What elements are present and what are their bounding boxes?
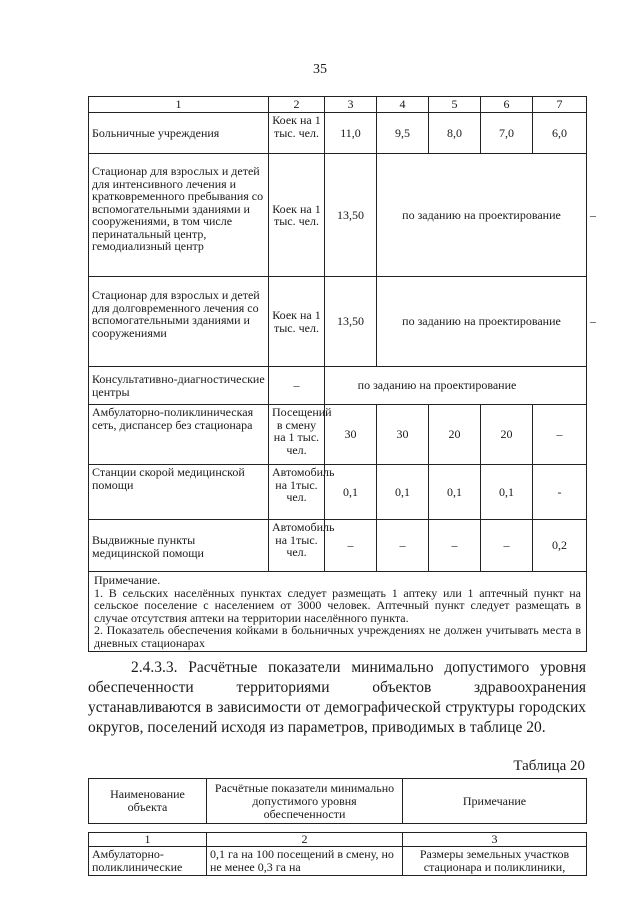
row-name: Стационар для взрослых и детей для интенсивного лечения и кратковременного пребывания со вспомогательными зданиями и сооружениями, в том числе перинатальный центр, гемодиализный центр bbox=[89, 154, 269, 277]
table-row bbox=[89, 367, 587, 405]
cell-value: Размеры земельных участков стационара и поликлиники, bbox=[403, 847, 587, 876]
row-unit: Коек на 1 тыс. чел. bbox=[269, 277, 325, 367]
table-row bbox=[89, 113, 587, 154]
row-name: Больничные учреждения bbox=[89, 113, 269, 154]
cell-value: 0,1 bbox=[429, 465, 481, 520]
cell-value: - bbox=[533, 465, 587, 520]
cell-value: 13,50 bbox=[325, 277, 377, 367]
cell-value: 8,0 bbox=[429, 113, 481, 154]
col-header: Наименование объекта bbox=[89, 779, 207, 824]
row-unit: Автомобиль на 1тыс. чел. bbox=[269, 520, 325, 572]
col-header: 6 bbox=[481, 97, 533, 113]
col-header: 3 bbox=[325, 97, 377, 113]
row-name: Амбулаторно-поликлиническая сеть, диспансер без стационара bbox=[89, 405, 269, 465]
cell-value: 6,0 bbox=[533, 113, 587, 154]
merged-cell: по заданию на проектирование bbox=[377, 277, 587, 367]
row-name: Станции скорой медицинской помощи bbox=[89, 465, 269, 520]
cell-value: 0,1 bbox=[481, 465, 533, 520]
row-name: Амбулаторно-поликлинические bbox=[89, 847, 207, 876]
cell-value: – bbox=[533, 405, 587, 465]
cell-value: – bbox=[325, 520, 377, 572]
table-row bbox=[89, 847, 587, 876]
cell-value: 20 bbox=[429, 405, 481, 465]
col-header: 1 bbox=[89, 97, 269, 113]
row-unit: Посещений в смену на 1 тыс. чел. bbox=[269, 405, 325, 465]
table-note bbox=[89, 572, 587, 652]
col-header: 5 bbox=[429, 97, 481, 113]
table-caption: Таблица 20 bbox=[513, 758, 585, 774]
col-header: Расчётные показатели минимально допустимого уровня обеспеченности bbox=[207, 779, 403, 824]
cell-value: – bbox=[481, 520, 533, 572]
cell-value: 0,2 bbox=[533, 520, 587, 572]
cell-value: 11,0 bbox=[325, 113, 377, 154]
table-20-header bbox=[88, 778, 587, 824]
col-number: 1 bbox=[89, 833, 207, 847]
table-note-row bbox=[89, 572, 587, 652]
table-number-row bbox=[89, 833, 587, 847]
table-19 bbox=[88, 96, 596, 652]
table-row bbox=[89, 405, 587, 465]
col-number: 2 bbox=[207, 833, 403, 847]
col-header: 7 bbox=[533, 97, 587, 113]
cell-value: 0,1 bbox=[377, 465, 429, 520]
page-number: 35 bbox=[313, 62, 327, 77]
row-name: Выдвижные пункты медицинской помощи bbox=[89, 520, 269, 572]
note-item: 2. Показатель обеспечения койками в больничных учреждениях не должен учитывать места в дневных стационарах bbox=[94, 623, 581, 650]
cell-value: – bbox=[429, 520, 481, 572]
col-header: 4 bbox=[377, 97, 429, 113]
table-header-row bbox=[89, 779, 587, 824]
row-unit: Автомобиль на 1тыс. чел. bbox=[269, 465, 325, 520]
merged-cell: по заданию на проектирование bbox=[377, 154, 587, 277]
table-row bbox=[89, 465, 587, 520]
row-unit: Коек на 1 тыс. чел. bbox=[269, 154, 325, 277]
cell-value: 0,1 га на 100 посещений в смену, но не менее 0,3 га на bbox=[207, 847, 403, 876]
col-number: 3 bbox=[403, 833, 587, 847]
table-header-row bbox=[89, 97, 587, 113]
row-name: Стационар для взрослых и детей для долговременного лечения со вспомогательными зданиями и сооружениями bbox=[89, 277, 269, 367]
col-header: 2 bbox=[269, 97, 325, 113]
row-name: Консультативно-диагностические центры bbox=[89, 367, 269, 405]
table-row: Стационар для взрослых и детей для интенсивного лечения и кратковременного пребывания со вспомогательными зданиями и сооружениями, в том числе перинатальный центр, гемодиализный центр Коек на 1 тыс. чел. 13,50 по заданию на проектирование – bbox=[89, 154, 587, 277]
merged-cell: по заданию на проектирование bbox=[325, 367, 587, 405]
col-header: Примечание bbox=[403, 779, 587, 824]
paragraph-text: 2.4.3.3. Расчётные показатели минимально допустимого уровня обеспеченности территориями объектов здравоохранения устанавливаются в зависимости от демографической структуры городских округов, поселений исходя из параметров, приводимых в таблице 20. bbox=[88, 659, 586, 736]
table-row bbox=[89, 520, 587, 572]
cell-value: 0,1 bbox=[325, 465, 377, 520]
cell-value: 30 bbox=[377, 405, 429, 465]
cell-value: 13,50 bbox=[325, 154, 377, 277]
paragraph bbox=[88, 658, 586, 738]
cell-value: 9,5 bbox=[377, 113, 429, 154]
table-20 bbox=[88, 832, 587, 876]
cell-value: 7,0 bbox=[481, 113, 533, 154]
table-row: Стационар для взрослых и детей для долговременного лечения со вспомогательными зданиями и сооружениями Коек на 1 тыс. чел. 13,50 по заданию на проектирование – bbox=[89, 277, 587, 367]
cell-value: 30 bbox=[325, 405, 377, 465]
note-item: 1. В сельских населённых пунктах следует размещать 1 аптеку или 1 аптечный пункт на сельское поселение с населением от 3000 человек. Аптечный пункт следует размещать в случае отсутствия аптеки на территории населённого пункта. bbox=[94, 585, 581, 625]
row-unit: – bbox=[269, 367, 325, 405]
cell-value: – bbox=[377, 520, 429, 572]
cell-value: 20 bbox=[481, 405, 533, 465]
note-title: Примечание. bbox=[94, 573, 161, 587]
row-unit: Коек на 1 тыс. чел. bbox=[269, 113, 325, 154]
